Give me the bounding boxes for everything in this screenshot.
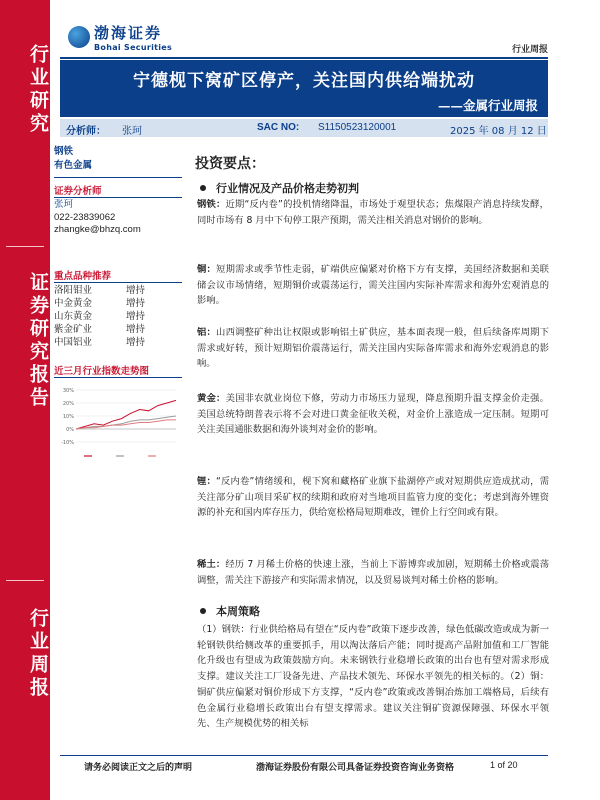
picks-heading-block — [54, 268, 182, 282]
paragraph-label: 钢铁： — [197, 199, 226, 210]
paragraph-text: （1）钢铁：行业供给格局有望在“反内卷”政策下逐步改善，绿色低碳改造或成为新一轮钢铁供给侧改革的重要抓手，用以淘汰落后产能；同时提高产品附加值和工厂智能化升级也有望成为政策鼓励方向。未来钢铁行业稳增长政策的出台也有望对需求形成支撑。建议关注工厂设备先进、产品技术领先、环保水平领先的相关标的。（2）铜：铜矿供应偏紧对铜价形成下方支撑，“反内卷”政策或改善铜冶炼加工端格局，后续有色金属行业稳增长政策出台有望支撑需求。建议关注铜矿资源保障强、环保水平领先、生产规模优势的相关标 — [197, 624, 549, 730]
report-title: 宁德枧下窝矿区停产，关注国内供给端扰动 — [133, 71, 475, 91]
pick-rating: 增持 — [126, 298, 146, 309]
footer-disclaimer: 请务必阅读正文之后的声明 — [84, 763, 193, 773]
logo-icon — [68, 26, 90, 48]
footer-rule — [60, 755, 548, 756]
paragraph-text: 短期需求或季节性走弱，矿端供应偏紧对价格下方有支撑，美国经济数据和美联储会议市场情绪，短期铜价或震荡运行，需关注国内实际补库需求和海外宏观消息的影响。 — [197, 264, 549, 307]
paragraph-label: 铝： — [197, 327, 217, 338]
pick-row — [54, 284, 182, 297]
contact-name: 张珂 — [54, 199, 74, 210]
section-title — [200, 603, 260, 619]
contact-phone: 022-23839062 — [54, 211, 116, 223]
section-title-text: 行业情况及产品价格走势初判 — [216, 182, 359, 195]
pick-rating: 增持 — [126, 311, 146, 322]
analyst-block — [54, 183, 182, 197]
page-number: 1 of 20 — [490, 760, 518, 770]
paragraph-gold — [197, 391, 549, 438]
left-divider — [54, 177, 182, 178]
paragraph-aluminum — [197, 325, 549, 372]
paragraph-steel — [197, 197, 549, 228]
index-trend-chart-svg — [54, 384, 182, 464]
pick-name: 紫金矿业 — [54, 324, 93, 335]
section-heading: 投资要点： — [195, 156, 265, 172]
analyst-contact — [54, 199, 182, 237]
chart-y-tick-label: 20% — [62, 401, 74, 407]
left-divider — [54, 197, 182, 198]
paragraph-label: 铜： — [197, 264, 217, 275]
paragraph-text: 山西调整矿种出让权限或影响铝土矿供应，基本面表现一般，但后续备库周期下需求或好转，预计短期铝价震荡运行，需关注国内实际备库需求和海外宏观消息的影响。 — [197, 327, 549, 370]
paragraph-text: 近期“反内卷”的投机情绪降温，市场处于观望状态；焦煤限产消息持续发酵，同时市场有 8 月中下旬停工限产预期，需关注相关消息对钢价的影响。 — [197, 199, 549, 226]
paragraph-rare-earth — [197, 557, 549, 588]
pick-row — [54, 323, 182, 336]
side-label-middle: 证券研究报告 — [27, 272, 49, 410]
report-date: 2025 年 08 月 12 日 — [450, 126, 547, 137]
pick-row — [54, 297, 182, 310]
pick-name: 山东黄金 — [54, 311, 93, 322]
sector-steel: 钢铁 — [54, 146, 74, 157]
info-row — [60, 119, 548, 137]
section-title — [200, 180, 359, 196]
side-label-top: 行业研究 — [27, 44, 49, 136]
side-divider — [6, 246, 44, 247]
chart-y-tick-label: 30% — [62, 388, 74, 394]
report-type: 行业周报 — [511, 45, 548, 55]
logo-name-en: Bohai Securities — [94, 43, 173, 52]
logo-name-cn: 渤海证券 — [94, 24, 163, 42]
paragraph-strategy — [197, 622, 549, 752]
picks-heading: 重点品种推荐 — [54, 271, 112, 282]
analyst-heading: 证券分析师 — [54, 186, 102, 197]
left-divider — [54, 377, 182, 378]
pick-name: 中国铝业 — [54, 337, 93, 348]
paragraph-label: 稀土： — [197, 559, 226, 570]
chart-y-tick-label: 0% — [66, 427, 74, 433]
section-title-text: 本周策略 — [216, 605, 260, 618]
sac-number: S1150523120001 — [318, 122, 397, 133]
paragraph-text: 美国非农就业岗位下修，劳动力市场压力显现，降息预期升温支撑金价走强。美国总统特朗普表示将不会对进口黄金征收关税，对金价上涨造成一定压制。短期可关注美国通胀数据和海外谈判对金价的影响。 — [197, 393, 549, 436]
pick-row — [54, 336, 182, 349]
side-band — [0, 0, 50, 800]
paragraph-lithium — [197, 474, 549, 521]
analyst-name: 张珂 — [122, 126, 142, 137]
paragraph-label: 黄金： — [197, 393, 226, 404]
paragraph-label: 锂： — [197, 476, 217, 487]
left-divider — [54, 282, 182, 283]
chart-heading-block — [54, 363, 182, 377]
pick-name: 洛阳钼业 — [54, 285, 93, 296]
sac-label: SAC NO: — [257, 122, 300, 133]
index-trend-chart — [54, 384, 182, 464]
pick-rating: 增持 — [126, 337, 146, 348]
picks-list — [54, 284, 182, 349]
footer-qualification: 渤海证券股份有限公司具备证券投资咨询业务资格 — [256, 763, 455, 773]
bullet-icon — [200, 185, 206, 191]
chart-heading: 近三月行业指数走势图 — [54, 366, 150, 377]
pick-rating: 增持 — [126, 285, 146, 296]
pick-rating: 增持 — [126, 324, 146, 335]
contact-email[interactable]: zhangke@bhzq.com — [54, 224, 141, 235]
chart-y-tick-label: 10% — [62, 414, 74, 420]
company-logo — [68, 22, 172, 52]
pick-row — [54, 310, 182, 323]
report-subtitle: ——金属行业周报 — [437, 98, 538, 113]
chart-series-line — [76, 416, 176, 429]
analyst-label: 分析师： — [66, 126, 106, 137]
paragraph-text: “反内卷”情绪缓和，枧下窝和藏格矿业旗下盐湖停产或对短期供应造成扰动，需关注部分矿山项目采矿权的续期和政府对当地项目监管力度的变化；考虑到海外锂资源的补充和国内库存压力，供给宽松格局短期难改，锂价上行空间或有限。 — [197, 476, 549, 519]
header-rule — [60, 57, 548, 59]
sector-block — [54, 143, 182, 171]
title-banner — [60, 60, 548, 117]
pick-name: 中金黄金 — [54, 298, 93, 309]
bullet-icon — [200, 608, 206, 614]
chart-y-tick-label: -10% — [61, 440, 74, 446]
sector-nonferrous: 有色金属 — [54, 160, 93, 171]
paragraph-copper — [197, 262, 549, 309]
side-label-bottom: 行业周报 — [27, 608, 49, 700]
paragraph-text: 经历 7 月稀土价格的快速上涨，当前上下游博弈或加剧，短期稀土价格或震荡调整，需关注下游接产和实际需求情况，以及贸易谈判对稀土价格的影响。 — [197, 559, 549, 586]
side-divider — [6, 580, 44, 581]
